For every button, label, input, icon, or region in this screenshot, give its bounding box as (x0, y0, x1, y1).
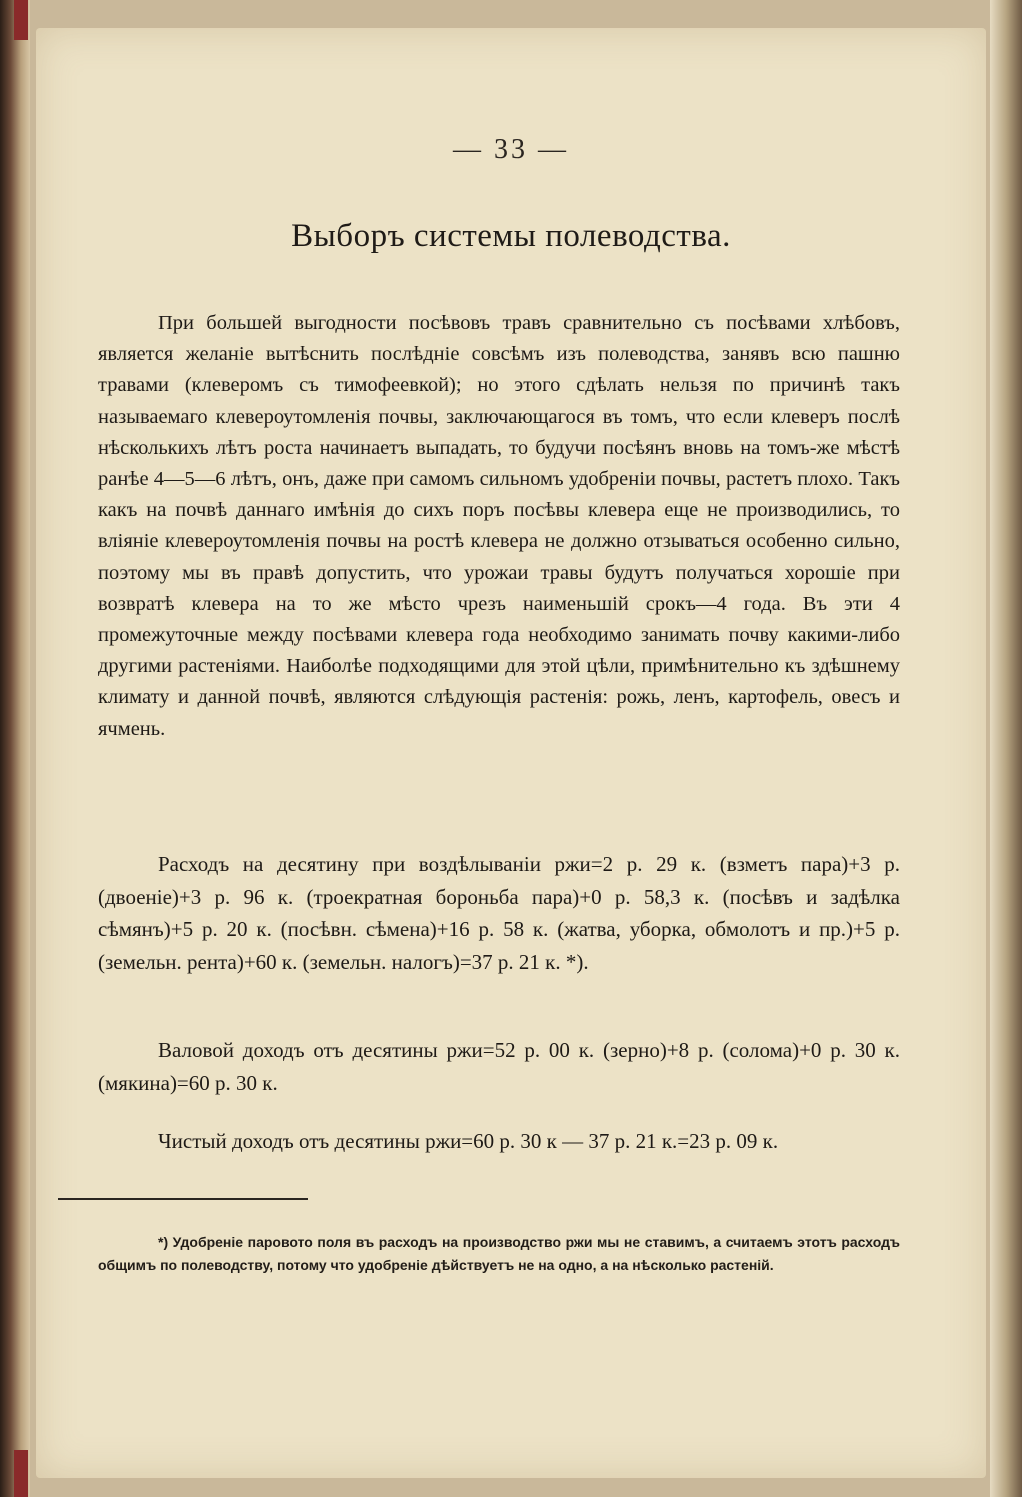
book-binding-edge (0, 0, 30, 1497)
page-stack-edge (990, 0, 1022, 1497)
spine-red-mark-top (14, 0, 28, 40)
paragraph-expense: Расходъ на десятину при воздѣлываніи ржи=2 р. 29 к. (взметъ пара)+3 р. (двоеніе)+3 р. 96 к. (троекратная бороньба пара)+0 р. 58,3 к. (посѣвъ и задѣлка сѣмянъ)+5 р. 20 к. (посѣвн. сѣмена)+16 р. 58 к. (жатва, уборка, обмолотъ и пр.)+5 р. (земельн. рента)+60 к. (земельн. налогъ)=37 р. 21 к. *). (98, 852, 900, 974)
footnote: *) Удобреніе паровото поля въ расходъ на производство ржи мы не ставимъ, а считаемъ этотъ расходъ общимъ по полеводству, потому что удобреніе дѣйствуетъ не на одно, а на нѣсколько растеній. (98, 1234, 900, 1273)
paragraph-gross-income: Валовой доходъ отъ десятины ржи=52 р. 00 к. (зерно)+8 р. (солома)+0 р. 30 к. (мякина)=60 р. 30 к. (98, 1038, 900, 1095)
section-heading: Выборъ системы полеводства. (291, 218, 731, 254)
spine-red-mark-bottom (14, 1450, 28, 1497)
footnote-divider (58, 1198, 308, 1200)
page-number: — 33 — (453, 134, 569, 165)
paragraph-net-income: Чистый доходъ отъ десятины ржи=60 р. 30 к — 37 р. 21 к.=23 р. 09 к. (158, 1129, 779, 1153)
paper-page (36, 28, 986, 1478)
paragraph-main: При большей выгодности посѣвовъ травъ сравнительно съ посѣвами хлѣбовъ, является желаніе вытѣснить послѣдніе совсѣмъ изъ полеводства, занявъ всю пашню травами (клеверомъ съ тимофеевкой); но этого сдѣлать нельзя по причинѣ такъ называемаго клевероутомленія почвы, заключающагося въ томъ, что если клеверъ послѣ нѣсколькихъ лѣтъ роста начинаетъ выпадать, то будучи посѣянъ вновь на томъ-же мѣстѣ ранѣе 4—5—6 лѣтъ, онъ, даже при самомъ сильномъ удобреніи почвы, растетъ плохо. Такъ какъ на почвѣ даннаго имѣнія до сихъ поръ посѣвы клевера еще не производились, то вліяніе клевероутомленія почвы на ростѣ клевера не должно отзываться особенно сильно, поэтому мы въ правѣ допустить, что урожаи травы будутъ получаться хорошіе при возвратѣ клевера на то же мѣсто чрезъ наименьшій срокъ—4 года. Въ эти 4 промежуточные между посѣвами клевера года необходимо занимать почву какими-либо другими растеніями. Наиболѣе подходящими для этой цѣли, примѣнительно къ здѣшнему климату и данной почвѣ, являются слѣдующія растенія: рожь, ленъ, картофель, овесъ и ячмень. (98, 312, 900, 740)
